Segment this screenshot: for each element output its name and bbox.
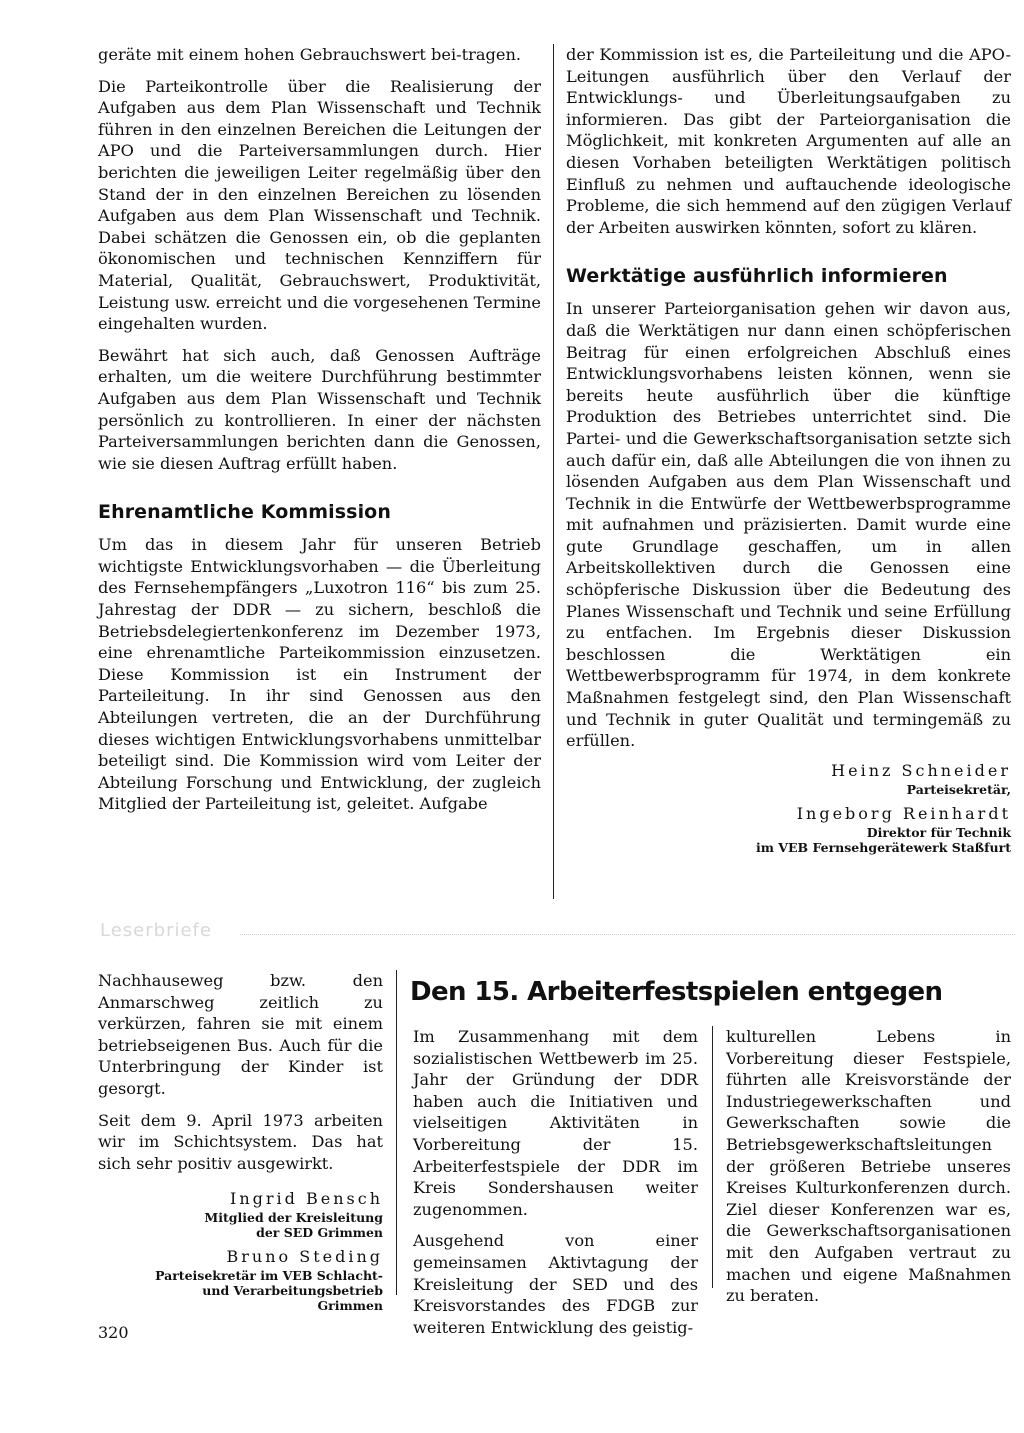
paragraph: Seit dem 9. April 1973 arbeiten wir im Schichtsystem. Das hat sich sehr positiv ausgewirkt. <box>98 1110 383 1173</box>
article-column-b <box>726 1026 1011 1307</box>
author-name: Ingeborg Reinhardt <box>796 803 1011 823</box>
author-name: Ingrid Bensch <box>230 1189 383 1209</box>
section-heading: Ehrenamtliche Kommission <box>98 501 391 524</box>
section-label: Leserbriefe <box>100 920 212 941</box>
paragraph: Im Zusammenhang mit dem sozialistischen Wettbewerb im 25. Jahr der Gründung der DDR haben auch die Initiativen und vielseitigen Aktivitäten in Vorbereitung der 15. Arbeiterfestspiele der DDR im Kreis Sondershausen weiter zugenommen. <box>413 1027 698 1219</box>
article-title: Den 15. Arbeiterfestspielen entgegen <box>410 977 943 1007</box>
section-heading: Werktätige ausführlich informieren <box>566 265 948 288</box>
letter-column <box>98 970 383 1313</box>
author-role: Mitglied der Kreisleitung <box>204 1210 383 1226</box>
author-role: Grimmen <box>317 1298 383 1314</box>
author-name: Heinz Schneider <box>831 760 1011 780</box>
paragraph: Nachhauseweg bzw. den Anmarschweg zeitlich zu verkürzen, fahren sie mit einem betriebseigenen Bus. Auch für die Unterbringung der Kinder ist gesorgt. <box>98 971 383 1098</box>
author-role: Parteisekretär im VEB Schlacht- <box>155 1268 383 1284</box>
paragraph: Bewährt hat sich auch, daß Genossen Aufträge erhalten, um die weitere Durchführung bestimmter Aufgaben aus dem Plan Wissenschaft und Technik persönlich zu kontrollieren. In einer der nächsten Parteiversammlungen berichten dann die Genossen, wie sie diesen Auftrag erfüllt haben. <box>98 345 541 473</box>
column-1 <box>98 44 541 815</box>
paragraph: der Kommission ist es, die Parteileitung und die APO-Leitungen ausführlich über den Verlauf der Entwicklungs- und Überleitungsaufgaben zu informieren. Das gibt der Parteiorganisation die Möglichkeit, mit konkreten Argumenten auf alle an diesen Vorhaben beteiligten Werktätigen politisch Einfluß zu nehmen und auftauchende ideologische Probleme, die sich hemmend auf den zügigen Verlauf der Arbeiten auswirken könnten, sofort zu klären. <box>566 45 1011 237</box>
paragraph: Die Parteikontrolle über die Realisierung der Aufgaben aus dem Plan Wissenschaft und Technik führen in den einzelnen Bereichen die Leitungen der APO und die Parteiversammlungen durch. Hier berichten die jeweiligen Leiter regelmäßig über den Stand der in den einzelnen Bereichen zu lösenden Aufgaben aus dem Plan Wissenschaft und Technik. Dabei schätzen die Genossen ein, ob die geplanten ökonomischen und technischen Kennziffern für Material, Qualität, Gebrauchswert, Produktivität, Leistung usw. erreicht und die vorgesehenen Termine eingehalten wurden. <box>98 76 541 334</box>
author-name: Bruno Steding <box>226 1247 383 1267</box>
page-number: 320 <box>98 1323 129 1342</box>
author-role: und Verarbeitungsbetrieb <box>202 1283 383 1299</box>
signature-block <box>566 760 1011 855</box>
column-divider <box>712 1026 713 1288</box>
author-role: Direktor für Technik <box>866 824 1011 840</box>
author-role: im VEB Fernsehgerätewerk Staßfurt <box>755 839 1011 855</box>
author-role: der SED Grimmen <box>256 1225 383 1241</box>
author-role: Parteisekretär, <box>906 781 1011 797</box>
section-rule <box>240 934 1015 935</box>
paragraph: Ausgehend von einer gemeinsamen Aktivtagung der Kreisleitung der SED und des Kreisvorstandes des FDGB zur weiteren Entwicklung des geistig- <box>413 1231 698 1337</box>
paragraph: In unserer Parteiorganisation gehen wir davon aus, daß die Werktätigen nur dann einen schöpferischen Beitrag für einen erfolgreichen Abschluß eines Entwicklungsvorhabens leisten können, wenn sie bereits heute ausführlich über die künftige Produktion des Betriebes unterrichtet sind. Die Partei- und die Gewerkschaftsorganisation setzte sich auch dafür ein, daß alle Abteilungen die von ihnen zu lösenden Aufgaben aus dem Plan Wissenschaft und Technik in die Entwürfe der Wettbewerbsprogramme mit aufnahmen und präzisierten. Damit wurde eine gute Grundlage geschaffen, um in allen Arbeitskollektiven durch die Genossen eine schöpferische Diskussion über die Bedeutung des Planes Wissenschaft und Technik und seine Erfüllung zu entfachen. Im Ergebnis dieser Diskussion beschlossen die Werktätigen ein Wettbewerbsprogramm für 1974, in dem konkrete Maßnahmen festgelegt sind, den Plan Wissenschaft und Technik in guter Qualität und termingemäß zu erfüllen. <box>566 299 1011 751</box>
column-divider <box>396 970 397 1295</box>
column-2 <box>566 44 1011 855</box>
column-divider <box>553 44 554 899</box>
article-column-a <box>413 1026 698 1338</box>
signature-block <box>98 1188 383 1313</box>
paragraph: geräte mit einem hohen Gebrauchswert bei-tragen. <box>98 45 522 64</box>
paragraph: kulturellen Lebens in Vorbereitung dieser Festspiele, führten alle Kreisvorstände der Industriegewerkschaften und Gewerkschaften sowie die Betriebsgewerkschaftsleitungen der größeren Betriebe unseres Kreises Kulturkonferenzen durch. Ziel dieser Konferenzen war es, die Gewerkschaftsorganisationen mit den Aufgaben vertraut zu machen und eigene Maßnahmen zu beraten. <box>726 1027 1011 1306</box>
paragraph: Um das in diesem Jahr für unseren Betrieb wichtigste Entwicklungsvorhaben — die Überleitung des Fernsehempfängers „Luxotron 116“ bis zum 25. Jahrestag der DDR — zu sichern, beschloß die Betriebsdelegiertenkonferenz im Dezember 1973, eine ehrenamtliche Parteikommission einzusetzen. Diese Kommission ist ein Instrument der Parteileitung. In ihr sind Genossen aus den Abteilungen vertreten, die an der Durchführung dieses wichtigen Entwicklungsvorhabens unmittelbar beteiligt sind. Die Kommission wird vom Leiter der Abteilung Forschung und Entwicklung, der zugleich Mitglied der Parteileitung ist, geleitet. Aufgabe <box>98 535 541 814</box>
